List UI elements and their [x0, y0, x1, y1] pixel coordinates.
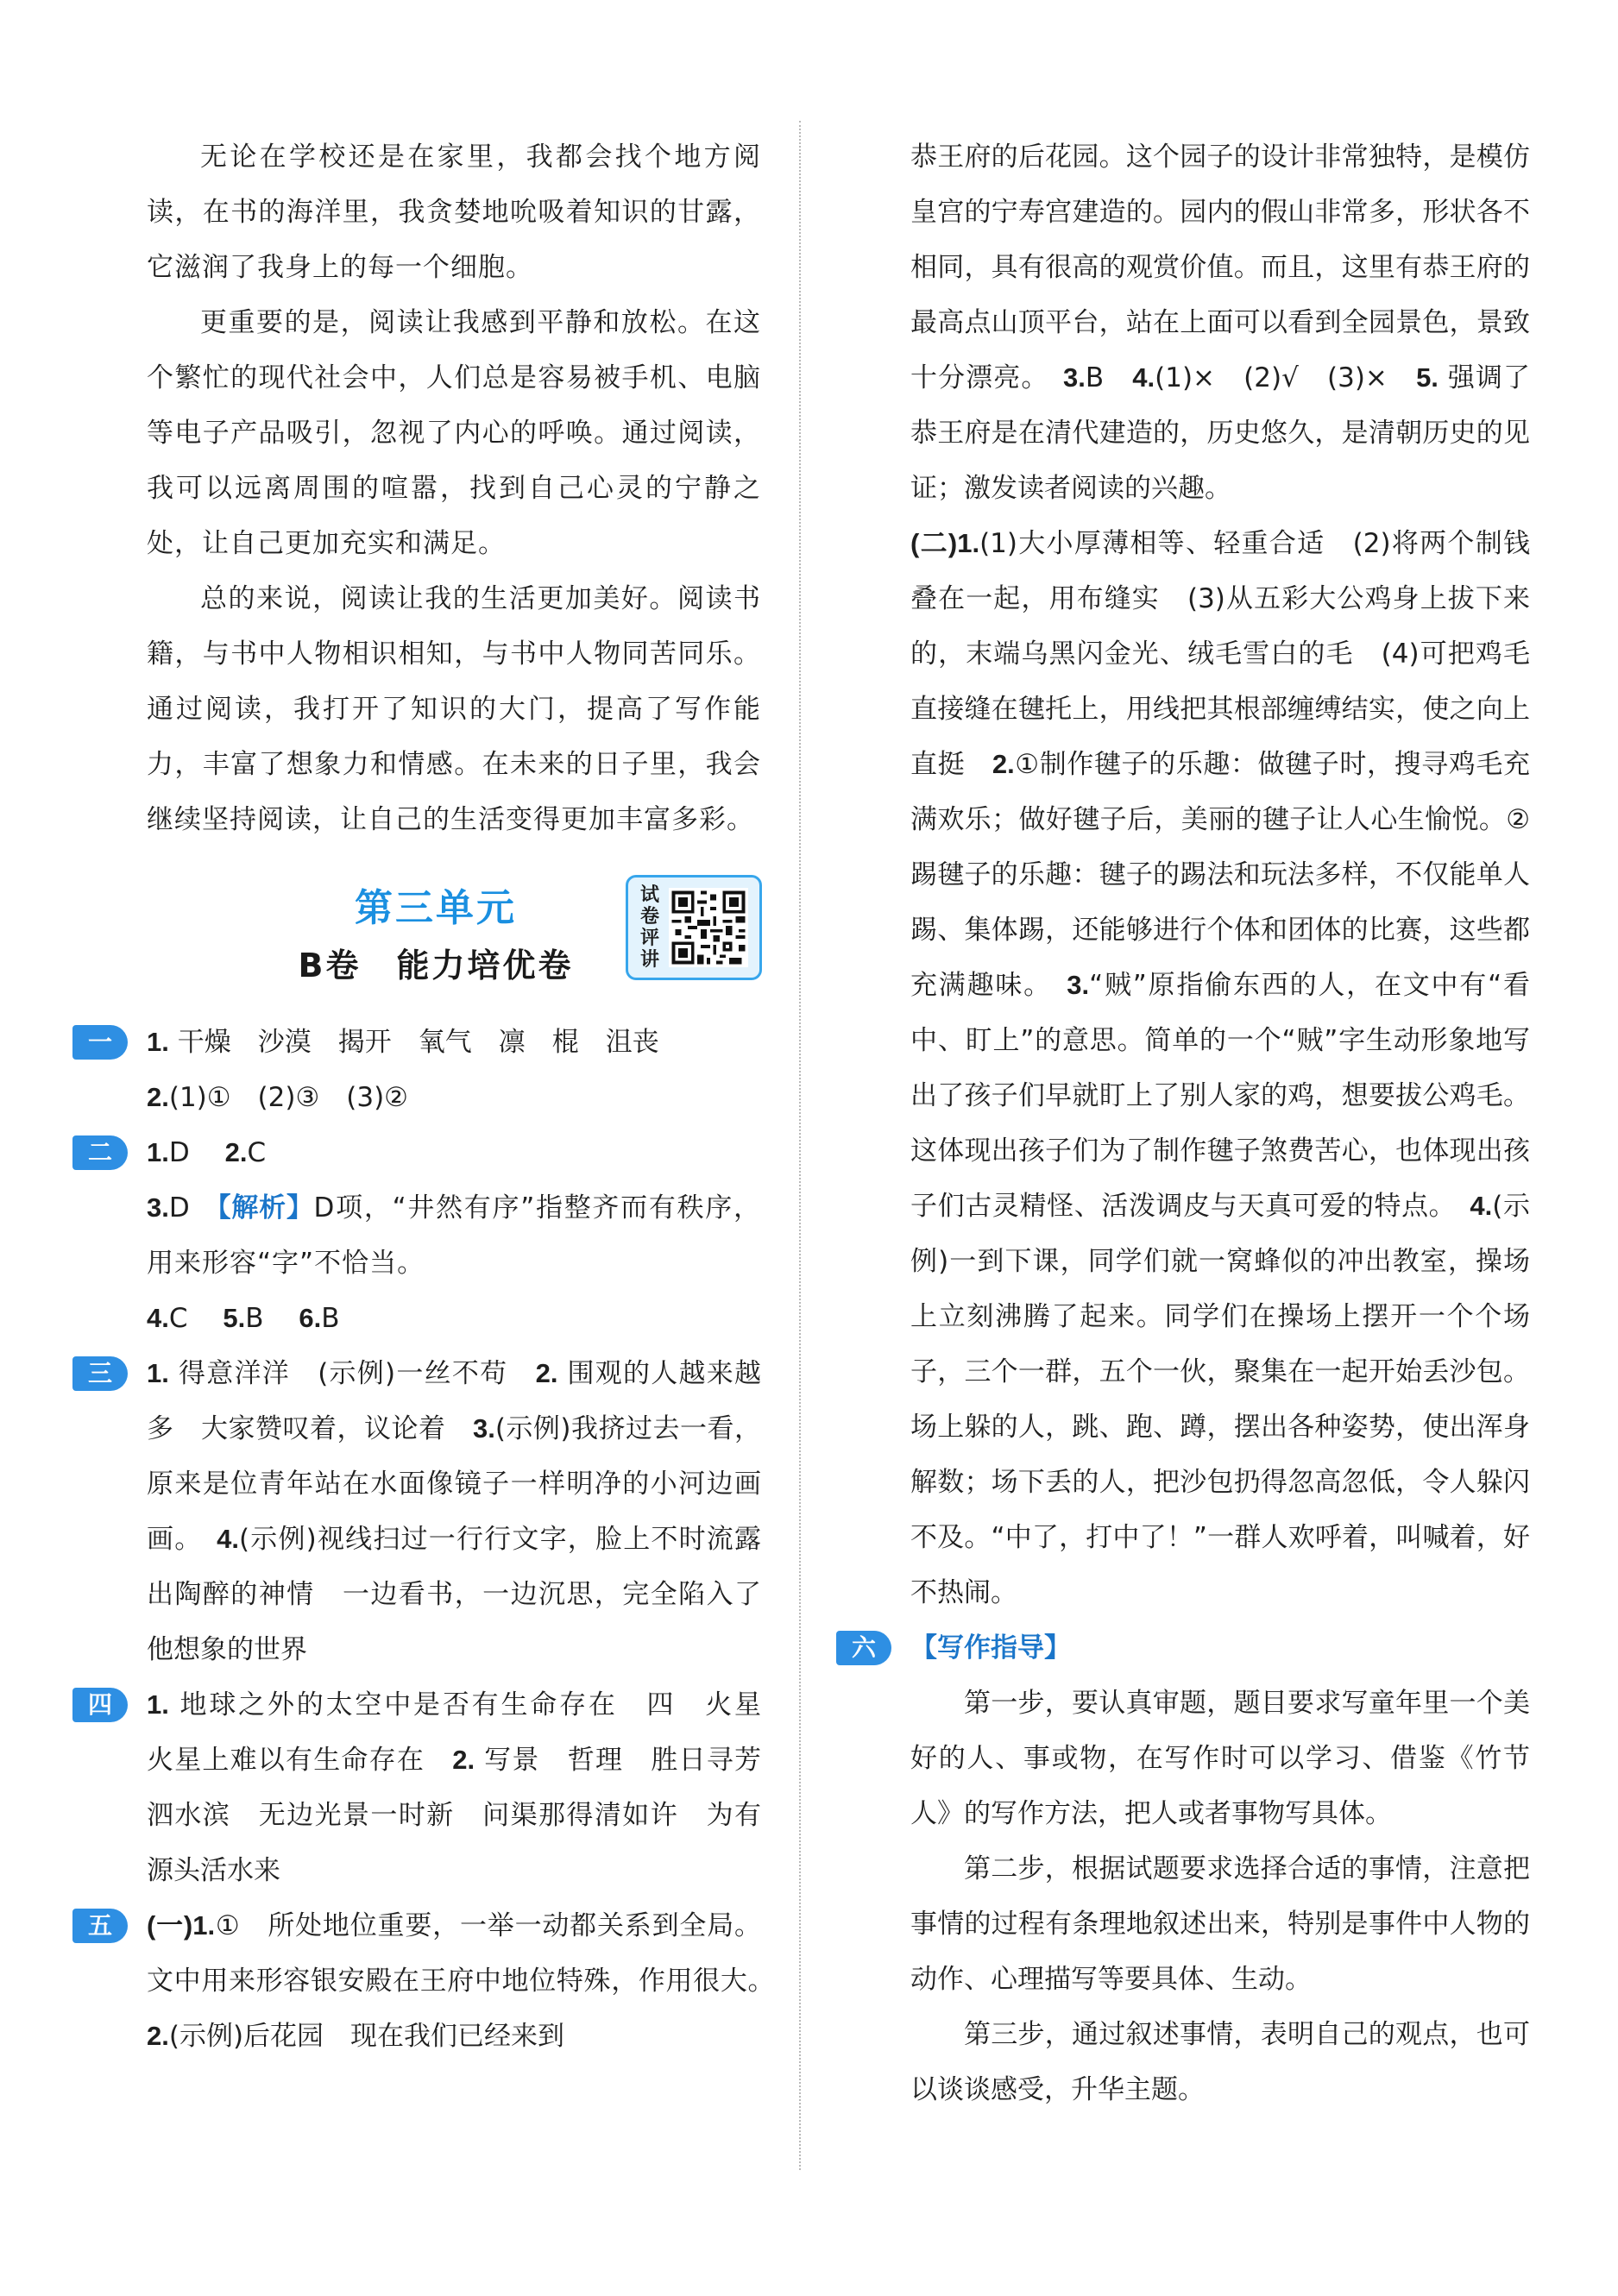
answer-line — [147, 1070, 761, 1125]
question-number: 1. — [147, 1027, 169, 1057]
section-4 — [87, 1677, 788, 1898]
answer-text: C — [247, 1137, 267, 1168]
answer-text: ① 所处地位重要，一举一动都关系到全局。文中用来形容银安殿在王府中地位特殊，作用很大。 — [147, 1910, 788, 1997]
answer-text: (示例)视线扫过一行行文字，脸上不时流露出陶醉的神情 一边看书，一边沉思，完全陷入了他想象的世界 — [147, 1524, 762, 1665]
answer-text: (1)① (2)③ (3)② — [168, 1082, 408, 1113]
question-number: 1. — [147, 1358, 169, 1388]
analysis-text: D项，“井然有序”指整齐而有秩序，用来形容“字”不恰当。 — [147, 1192, 762, 1279]
left-column — [87, 129, 788, 2064]
question-number: 5. — [1416, 362, 1439, 393]
question-number: 4. — [1470, 1191, 1493, 1221]
question-number: 2. — [147, 2021, 169, 2051]
question-number: 1. — [147, 1689, 169, 1720]
guide-paragraph: 第一步，要认真审题，题目要求写童年里一个美好的人、事或物，在写作时可以学习、借鉴《竹节人》的写作方法，把人或者事物写具体。 — [910, 1688, 1530, 1829]
section-tag: 二 — [72, 1135, 128, 1170]
section-3 — [87, 1346, 762, 1677]
question-number: 3. — [472, 1413, 495, 1444]
answer-text: 干燥 沙漠 揭开 氧气 凛 棍 沮丧 — [177, 1027, 659, 1058]
answer-paragraph — [147, 1898, 788, 2064]
section-tag: 一 — [72, 1025, 128, 1060]
qr-label: 试卷评讲 — [639, 884, 659, 971]
writing-guide-title: 【写作指导】 — [910, 1632, 1071, 1664]
section-6 — [851, 1620, 1530, 2117]
analysis-label: 【解析】 — [217, 1192, 314, 1223]
question-number: 2. — [452, 1745, 475, 1775]
essay-paragraph: 总的来说，阅读让我的生活更加美好。阅读书籍，与书中人物相识相知，与书中人物同苦同乐。通过阅读，我打开了知识的大门，提高了写作能力，丰富了想象力和情感。在未来的日子里，我会继续坚持阅读，让自己的生活变得更加丰富多彩。 — [147, 583, 761, 835]
question-number: 2. — [147, 1082, 169, 1112]
section-tag: 五 — [72, 1909, 128, 1943]
question-number: 2. — [535, 1358, 558, 1388]
answer-text: B — [1085, 362, 1133, 393]
unit-subtitle: B卷 能力培优卷 — [298, 947, 574, 984]
section-tag: 六 — [836, 1631, 891, 1665]
guide-paragraph: 第二步，根据试题要求选择合适的事情，注意把事情的过程有条理地叙述出来，特别是事件中人物的动作、心理描写等要具体、生动。 — [910, 1853, 1530, 1995]
answer-text: ①制作毽子的乐趣：做毽子时，搜寻鸡毛充满欢乐；做好毽子后，美丽的毽子让人心生愉悦。②踢毽子的乐趣：毽子的踢法和玩法多样，不仅能单人踢、集体踢，还能够进行个体和团体的比赛，这些都充满趣味。 — [910, 749, 1531, 1001]
answer-paragraph — [910, 516, 1530, 1620]
qr-code-icon — [666, 888, 751, 967]
unit-title: 第三单元 — [355, 886, 517, 930]
unit-header — [147, 877, 761, 1006]
answer-text: (示例)后花园 现在我们已经来到 — [168, 2021, 565, 2052]
answer-text: 写景 哲理 胜日寻芳泗水滨 无边光景一时新 问渠那得清如许 为有源头活水来 — [147, 1745, 762, 1886]
question-number: 5. — [223, 1303, 246, 1333]
section-5 — [87, 1898, 788, 2064]
question-number: 3. — [147, 1192, 169, 1223]
answer-text: D — [168, 1137, 217, 1168]
answer-text: B — [321, 1303, 340, 1334]
qr-panel[interactable] — [626, 875, 762, 980]
answer-text: 地球之外的太空中是否有生命存在 四 火星 火星上难以有生命存在 — [147, 1689, 788, 1776]
question-number: 2. — [224, 1137, 248, 1167]
part-label: (二) — [910, 528, 958, 558]
essay-paragraph: 无论在学校还是在家里，我都会找个地方阅读，在书的海洋里，我贪婪地吮吸着知识的甘露，它滋润了我身上的每一个细胞。 — [147, 142, 761, 283]
question-number: 4. — [217, 1524, 239, 1554]
guide-paragraph: 第三步，通过叙述事情，表明自己的观点，也可以谈谈感受，升华主题。 — [910, 2019, 1530, 2105]
answer-line — [147, 1291, 761, 1346]
answer-paragraph — [147, 1346, 761, 1677]
question-number: 6. — [299, 1303, 322, 1333]
answer-text: (示例)一到下课，同学们就一窝蜂似的冲出教室，操场上立刻沸腾了起来。同学们在操场上摆开一个个场子，三个一群，五个一伙，聚集在一起开始丢沙包。场上躲的人，跳、跑、蹲，摆出各种姿势，使出浑身解数；场下丢的人，把沙包扔得忽高忽低，令人躲闪不及。“中了，打中了！”一群人欢呼着，叫喊着，好不热闹。 — [910, 1191, 1530, 1608]
answer-text: 强调了恭王府是在清代建造的，历史悠久，是清朝历史的见证；激发读者阅读的兴趣。 — [910, 362, 1531, 504]
section-title-line — [910, 1620, 1530, 1676]
question-number: 2. — [992, 749, 1015, 779]
part-label: (一) — [147, 1910, 193, 1941]
question-number: 1. — [957, 528, 980, 558]
essay-continuation — [147, 129, 761, 847]
section-tag: 四 — [72, 1688, 128, 1722]
answer-text: (1)大小厚薄相等、轻重合适 (2)将两个制钱叠在一起，用布缝实 (3)从五彩大公鸡身上拔下来的，末端乌黑闪金光、绒毛雪白的毛 (4)可把鸡毛直接缝在毽托上，用线把其根部缠缚结实，使之向上直挺 — [910, 528, 1530, 780]
section-tag: 三 — [72, 1356, 128, 1391]
answer-text: 围观的人越来越多 大家赞叹着，议论着 — [147, 1358, 762, 1444]
answer-text: “贼”原指偷东西的人，在文中有“看中、盯上”的意思。简单的一个“贼”字生动形象地写出了孩子们早就盯上了别人家的鸡，想要拔公鸡毛。这体现出孩子们为了制作毽子煞费苦心，也体现出孩子们古灵精怪、活泼调皮与天真可爱的特点。 — [910, 970, 1530, 1222]
answer-line — [147, 1180, 761, 1291]
answer-text: (1)× (2)√ (3)× — [1155, 362, 1417, 393]
answer-text: 恭王府的后花园。这个园子的设计非常独特，是模仿皇宫的宁寿宫建造的。园内的假山非常多，形状各不相同，具有很高的观赏价值。而且，这里有恭王府的最高点山顶平台，站在上面可以看到全园景色，景致十分漂亮。 — [910, 142, 1530, 393]
section-1 — [87, 1015, 761, 1125]
answer-text: B — [245, 1303, 291, 1334]
column-divider — [799, 121, 801, 2170]
answer-text: (示例)我挤过去一看，原来是位青年站在水面像镜子一样明净的小河边画画。 — [147, 1413, 762, 1555]
question-number: 1. — [147, 1137, 169, 1167]
answer-text: 得意洋洋 (示例)一丝不苟 — [178, 1358, 536, 1389]
section-2 — [87, 1125, 762, 1346]
answer-text: C — [168, 1303, 215, 1334]
question-number: 3. — [1062, 362, 1086, 393]
right-column — [851, 129, 1531, 2117]
answer-text: D — [168, 1192, 218, 1223]
question-number: 3. — [1067, 970, 1090, 1000]
answer-line — [147, 1125, 761, 1180]
question-number: 4. — [1132, 362, 1155, 393]
answer-paragraph — [147, 1677, 788, 1898]
answer-paragraph — [910, 129, 1530, 516]
question-number: 1. — [192, 1910, 216, 1941]
question-number: 4. — [147, 1303, 169, 1333]
essay-paragraph: 更重要的是，阅读让我感到平静和放松。在这个繁忙的现代社会中，人们总是容易被手机、电脑等电子产品吸引，忽视了内心的呼唤。通过阅读，我可以远离周围的喧嚣，找到自己心灵的宁静之处，让自己更加充实和满足。 — [147, 307, 761, 559]
answer-line — [147, 1015, 761, 1070]
